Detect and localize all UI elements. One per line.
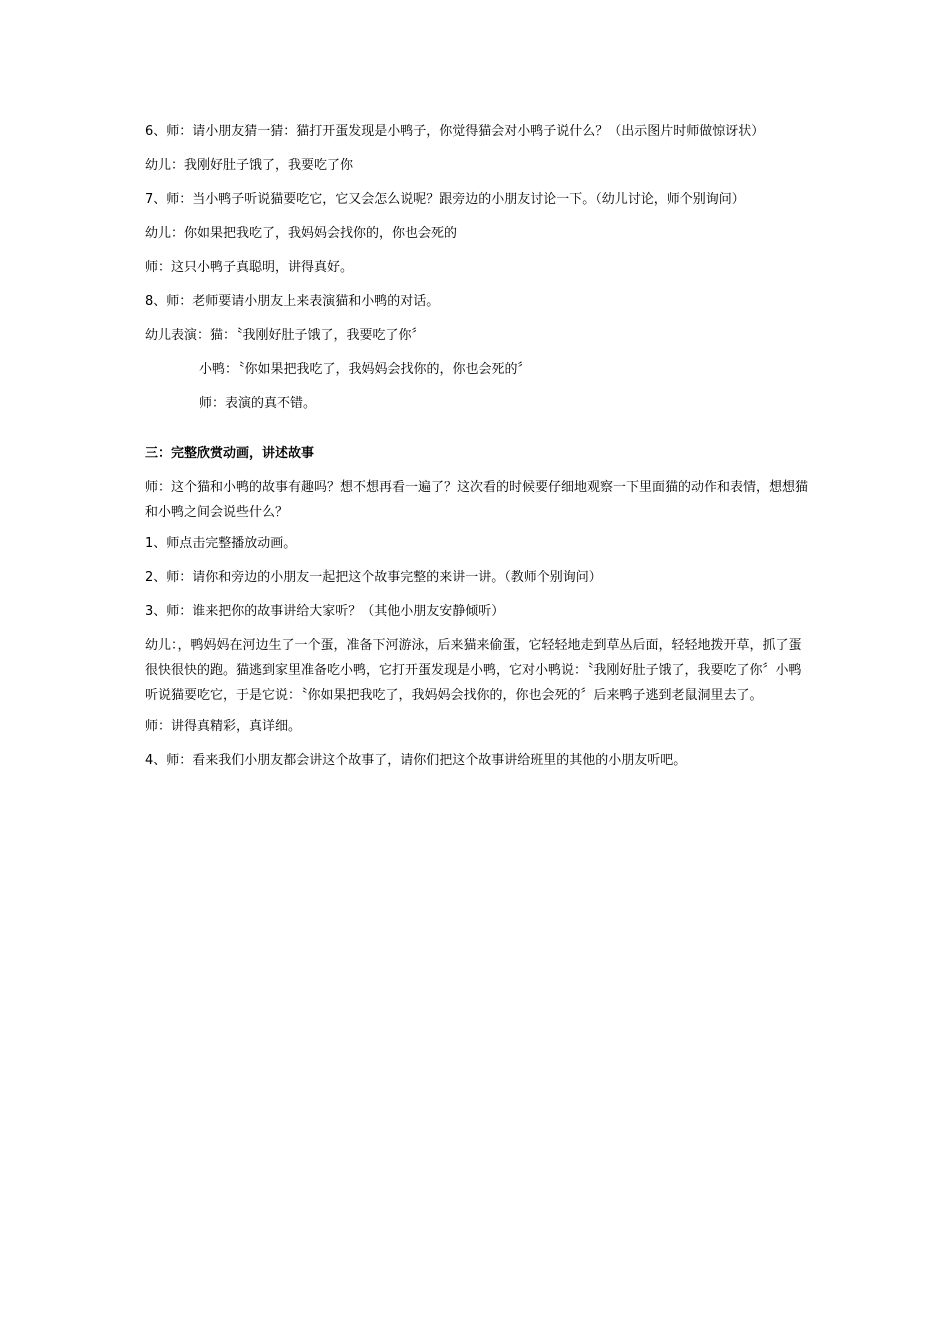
paragraph-performance-cat: 幼儿表演：猫：〝我刚好肚子饿了，我要吃了你〞	[145, 328, 425, 343]
paragraph-teacher-intro: 师：这个猫和小鸭的故事有趣吗？想不想再看一遍了？这次看的时候要仔细地观察一下里面猫的动作和表情，想想猫和小鸭之间会说些什么？	[145, 480, 809, 520]
paragraph-substep-2: 2、师：请你和旁边的小朋友一起把这个故事完整的来讲一讲。（教师个别询问）	[145, 570, 602, 585]
paragraph-child-answer-2: 幼儿：你如果把我吃了，我妈妈会找你的，你也会死的	[145, 226, 458, 241]
paragraph-step-8: 8、师：老师要请小朋友上来表演猫和小鸭的对话。	[145, 294, 440, 309]
paragraph-teacher-praise-1: 师：这只小鸭子真聪明，讲得真好。	[145, 260, 354, 275]
paragraph-substep-4: 4、师：看来我们小朋友都会讲这个故事了，请你们把这个故事讲给班里的其他的小朋友听吧。	[145, 753, 687, 768]
paragraph-substep-3: 3、师：谁来把你的故事讲给大家听？（其他小朋友安静倾听）	[145, 604, 505, 619]
paragraph-performance-duck: 小鸭：〝你如果把我吃了，我妈妈会找你的，你也会死的〞	[199, 362, 531, 377]
paragraph-child-answer-1: 幼儿：我刚好肚子饿了，我要吃了你	[145, 158, 354, 173]
paragraph-teacher-praise-2: 师：讲得真精彩，真详细。	[145, 719, 302, 734]
document-body	[145, 122, 811, 785]
section-heading-3: 三：完整欣赏动画，讲述故事	[145, 446, 315, 461]
paragraph-step-7: 7、师：当小鸭子听说猫要吃它，它又会怎么说呢？跟旁边的小朋友讨论一下。（幼儿讨论，师个别询问）	[145, 192, 745, 207]
paragraph-performance-teacher: 师：表演的真不错。	[199, 396, 317, 411]
paragraph-step-6: 6、师：请小朋友猜一猜：猫打开蛋发现是小鸭子，你觉得猫会对小鸭子说什么？（出示图片时师做惊讶状）	[145, 124, 765, 139]
paragraph-substep-1: 1、师点击完整播放动画。	[145, 536, 297, 551]
paragraph-child-story: 幼儿：，鸭妈妈在河边生了一个蛋，准备下河游泳，后来猫来偷蛋，它轻轻地走到草丛后面，轻轻地拨开草，抓了蛋很快很快的跑。猫逃到家里准备吃小鸭，它打开蛋发现是小鸭，它对小鸭说：〝我刚好肚子饿了，我要吃了你〞小鸭听说猫要吃它，于是它说：〝你如果把我吃了，我妈妈会找你的，你也会死的〞后来鸭子逃到老鼠洞里去了。	[145, 638, 802, 703]
